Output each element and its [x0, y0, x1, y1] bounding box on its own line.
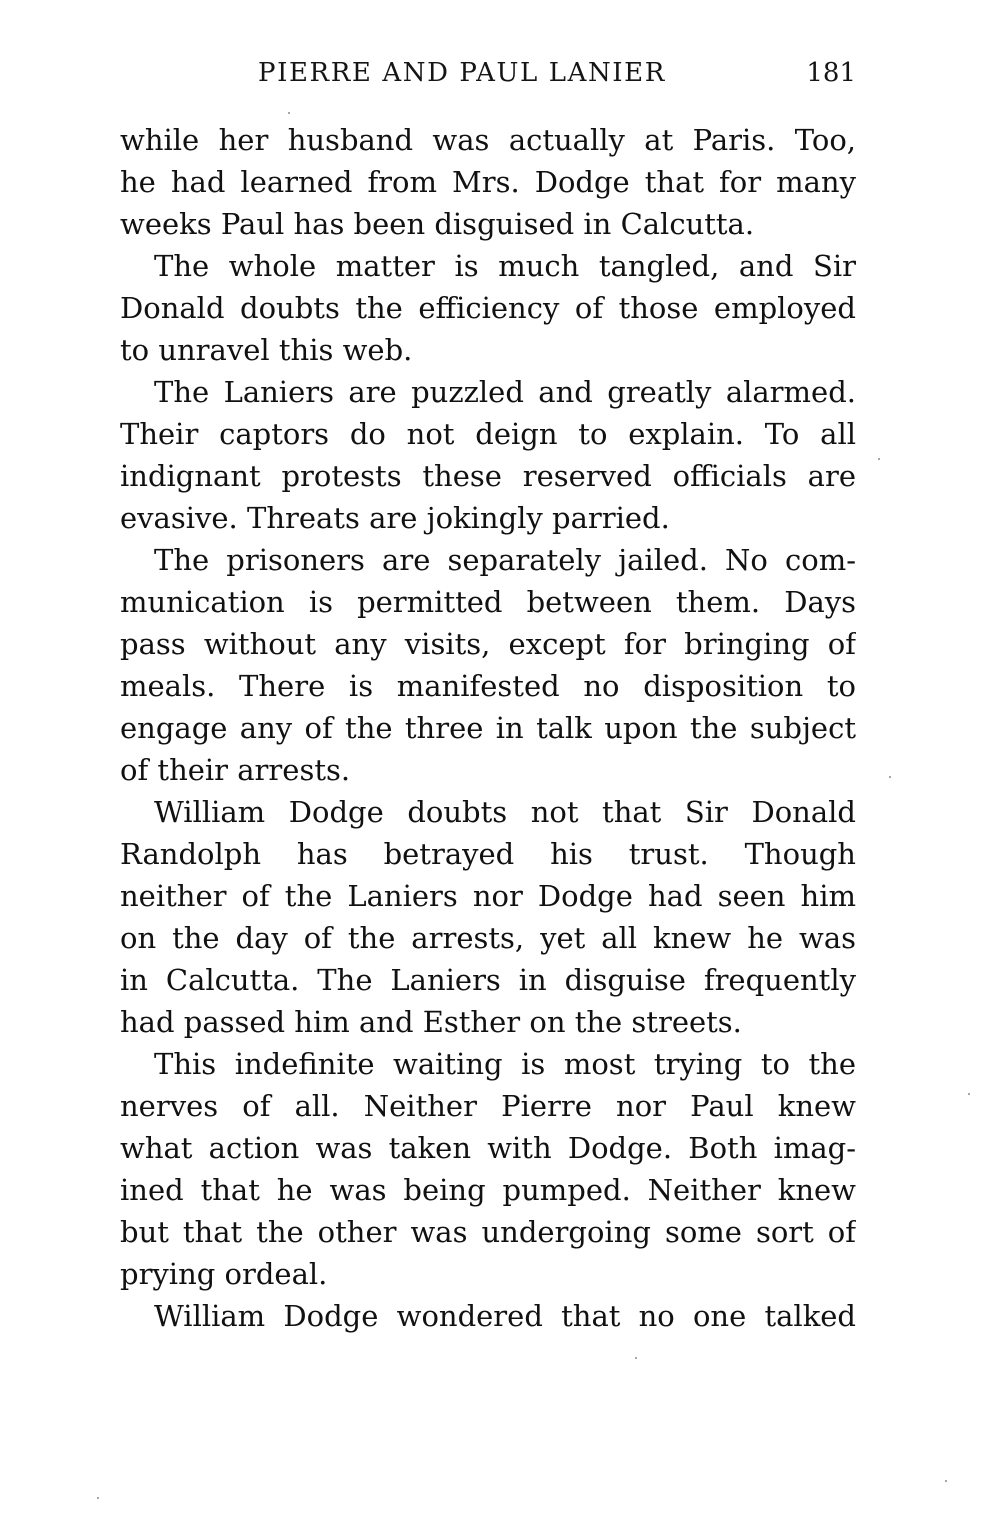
scan-speck	[635, 1357, 637, 1359]
text-line: to unravel this web.	[120, 333, 413, 367]
scan-speck	[889, 776, 891, 778]
text-line: This indefinite waiting is most trying to the	[154, 1047, 856, 1081]
text-line: The whole matter is much tangled, and Sir	[154, 249, 856, 283]
text-line: pass without any visits, except for bringing of	[120, 627, 856, 661]
text-line: what action was taken with Dodge. Both imag-	[120, 1131, 856, 1165]
scan-speck	[97, 1497, 99, 1499]
scan-speck	[878, 458, 880, 460]
text-line: William Dodge wondered that no one talked	[154, 1299, 856, 1333]
text-line: The Laniers are puzzled and greatly alarmed.	[154, 375, 856, 409]
text-line: in Calcutta. The Laniers in disguise frequently	[120, 963, 856, 997]
text-line: neither of the Laniers nor Dodge had seen him	[120, 879, 856, 913]
text-line: Donald doubts the efficiency of those employed	[120, 291, 856, 325]
text-line: munication is permitted between them. Days	[120, 585, 856, 619]
text-line: engage any of the three in talk upon the subject	[120, 711, 856, 745]
running-head	[120, 58, 856, 98]
text-line: had passed him and Esther on the streets.	[120, 1005, 742, 1039]
text-line: indignant protests these reserved officials are	[120, 459, 856, 493]
text-line: The prisoners are separately jailed. No com-	[154, 543, 856, 577]
text-line: but that the other was undergoing some sort of	[120, 1215, 856, 1249]
text-line: Their captors do not deign to explain. To all	[120, 417, 856, 451]
text-line: he had learned from Mrs. Dodge that for many	[120, 165, 856, 199]
text-line: evasive. Threats are jokingly parried.	[120, 501, 670, 535]
text-line: on the day of the arrests, yet all knew he was	[120, 921, 856, 955]
scan-speck	[288, 112, 290, 114]
text-line: nerves of all. Neither Pierre nor Paul knew	[120, 1089, 856, 1123]
text-line: William Dodge doubts not that Sir Donald	[154, 795, 856, 829]
text-line: ined that he was being pumped. Neither knew	[120, 1173, 856, 1207]
text-line: meals. There is manifested no disposition to	[120, 669, 856, 703]
page-number: 181	[806, 58, 856, 88]
body-text	[120, 119, 856, 1337]
text-line: Randolph has betrayed his trust. Though	[120, 837, 856, 871]
text-line: of their arrests.	[120, 753, 351, 787]
text-line: prying ordeal.	[120, 1257, 328, 1291]
scan-speck	[945, 1480, 947, 1482]
scan-speck	[968, 1093, 970, 1095]
text-line: weeks Paul has been disguised in Calcutta.	[120, 207, 755, 241]
text-line: while her husband was actually at Paris. Too,	[120, 123, 856, 157]
running-title: PIERRE AND PAUL LANIER	[258, 58, 666, 88]
